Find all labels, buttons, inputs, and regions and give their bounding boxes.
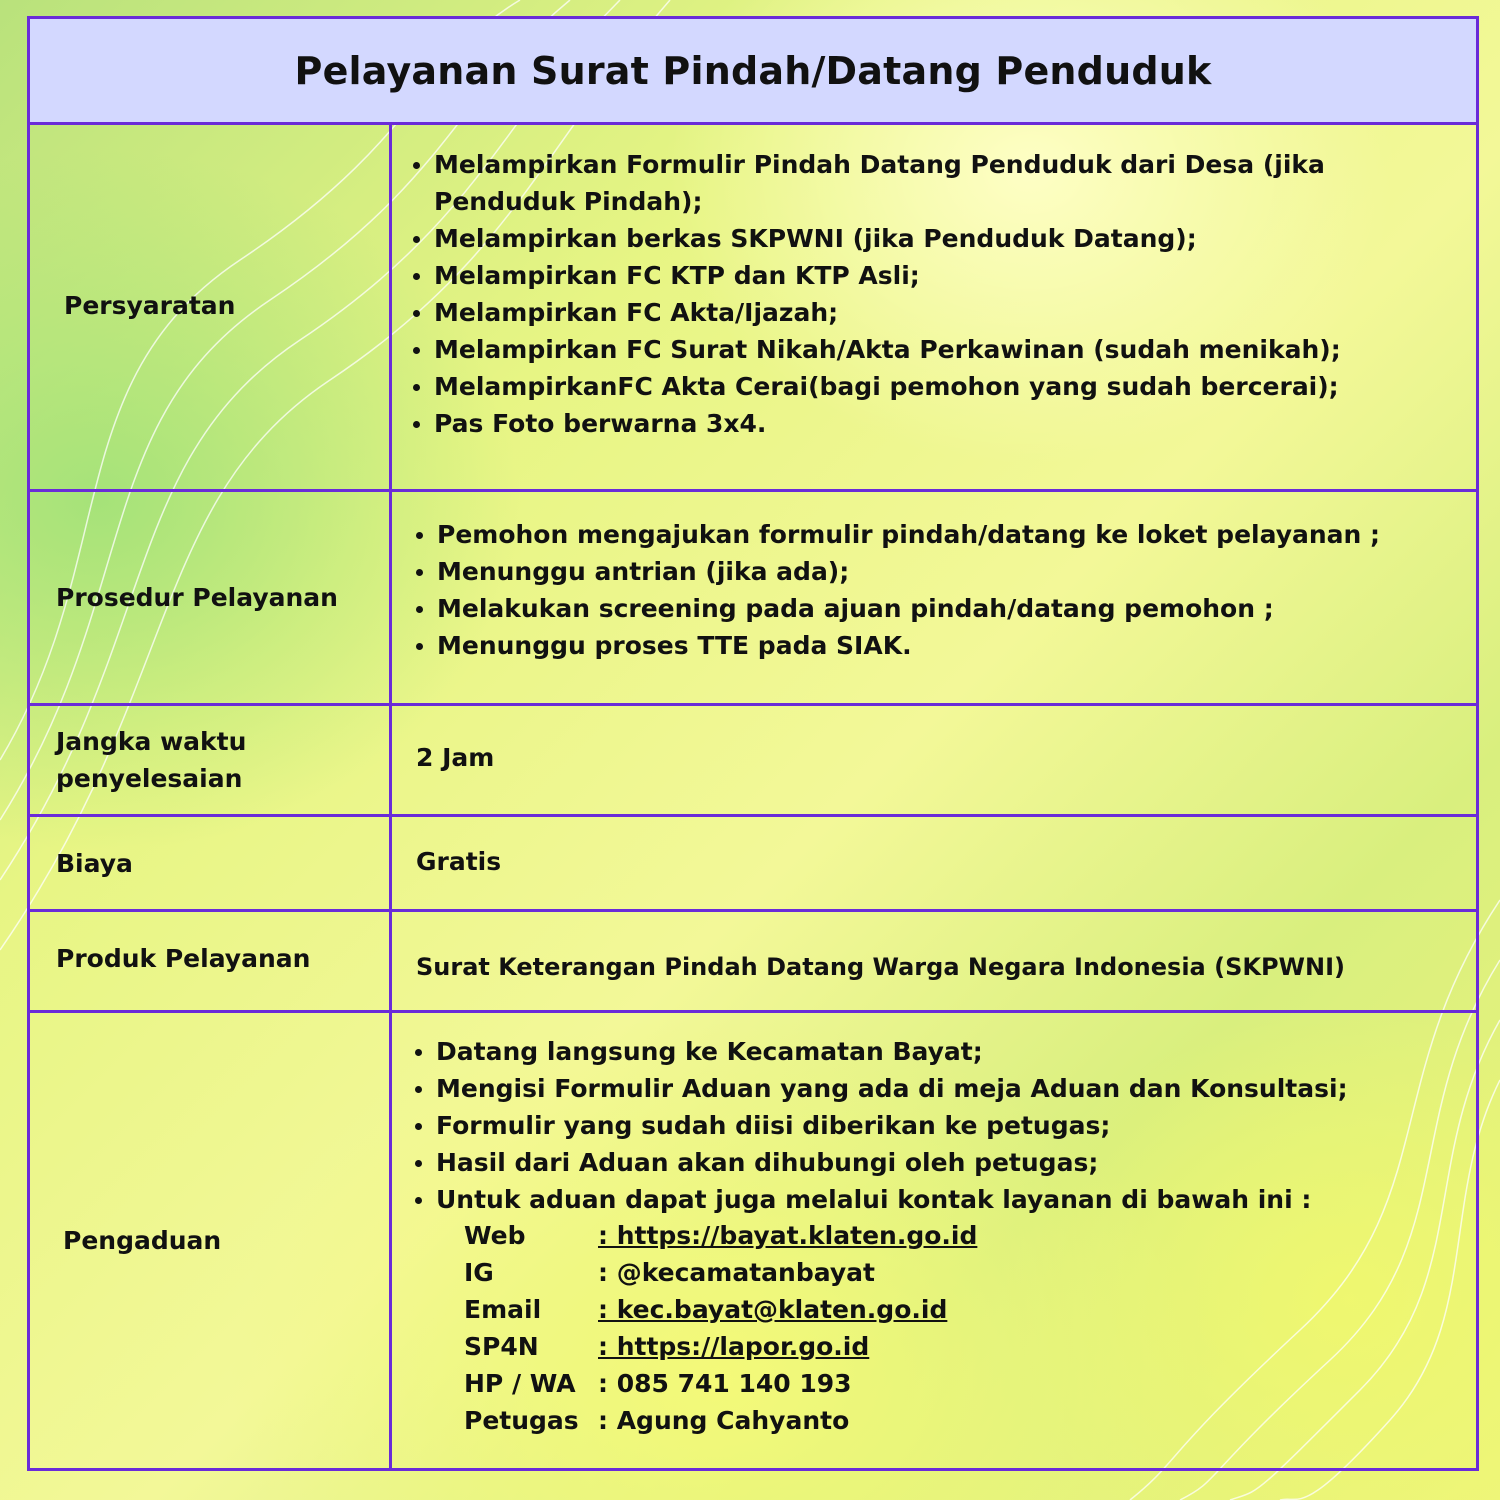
row-label-produk: Produk Pelayanan — [56, 944, 311, 973]
contact-row-petugas — [464, 1402, 977, 1439]
fee-value: Gratis — [416, 847, 502, 876]
requirements-list — [410, 146, 1456, 442]
list-item: Pemohon mengajukan formulir pindah/datang ke loket pelayanan ; — [413, 516, 1456, 553]
row-prosedur — [30, 492, 1476, 706]
contact-sp4n-link[interactable]: : https://lapor.go.id — [598, 1332, 870, 1361]
label-cell — [30, 492, 392, 703]
contact-email-link[interactable]: : kec.bayat@klaten.go.id — [598, 1295, 948, 1324]
contact-key: IG — [464, 1258, 494, 1287]
contact-list — [464, 1217, 977, 1439]
list-item: Hasil dari Aduan akan dihubungi oleh petugas; — [412, 1144, 1456, 1181]
row-label-prosedur: Prosedur Pelayanan — [56, 583, 338, 612]
content-cell — [392, 1013, 1476, 1468]
page-title: Pelayanan Surat Pindah/Datang Penduduk — [294, 48, 1212, 93]
row-produk — [30, 912, 1476, 1013]
label-line: Jangka waktu — [56, 727, 247, 756]
list-item: Melampirkan FC KTP dan KTP Asli; — [410, 257, 1456, 294]
row-jangka-waktu — [30, 706, 1476, 817]
list-item: Datang langsung ke Kecamatan Bayat; — [412, 1033, 1456, 1070]
list-item: Formulir yang sudah diisi diberikan ke petugas; — [412, 1107, 1456, 1144]
content-cell — [392, 492, 1476, 703]
list-item: Melampirkan berkas SKPWNI (jika Penduduk Datang); — [410, 220, 1456, 257]
list-item: Melampirkan Formulir Pindah Datang Penduduk dari Desa (jika Penduduk Pindah); — [410, 146, 1456, 220]
contact-key: Web — [464, 1221, 526, 1250]
list-item: Melampirkan FC Surat Nikah/Akta Perkawinan (sudah menikah); — [410, 331, 1456, 368]
contact-hp-value: : 085 741 140 193 — [598, 1369, 852, 1398]
service-info-table — [27, 16, 1479, 1471]
list-item: Menunggu proses TTE pada SIAK. — [413, 627, 1456, 664]
contact-row-email — [464, 1291, 977, 1328]
list-item: Melampirkan FC Akta/Ijazah; — [410, 294, 1456, 331]
contact-row-sp4n — [464, 1328, 977, 1365]
label-line: penyelesaian — [56, 764, 243, 793]
contact-key: Email — [464, 1295, 542, 1324]
content-cell — [392, 817, 1476, 909]
duration-value: 2 Jam — [416, 743, 495, 772]
label-cell — [30, 817, 392, 909]
label-cell — [30, 122, 392, 489]
list-item: Melakukan screening pada ajuan pindah/datang pemohon ; — [413, 590, 1456, 627]
list-item: MelampirkanFC Akta Cerai(bagi pemohon yang sudah bercerai); — [410, 368, 1456, 405]
complaint-list — [412, 1033, 1456, 1218]
contact-ig-value: : @kecamatanbayat — [598, 1258, 875, 1287]
row-biaya — [30, 817, 1476, 912]
list-item: Pas Foto berwarna 3x4. — [410, 405, 1456, 442]
contact-key: Petugas — [464, 1406, 579, 1435]
contact-row-ig — [464, 1254, 977, 1291]
title-bar — [30, 19, 1476, 125]
label-cell — [30, 1013, 392, 1468]
contact-key: HP / WA — [464, 1369, 576, 1398]
content-cell — [392, 706, 1476, 814]
contact-row-hp — [464, 1365, 977, 1402]
content-cell — [392, 122, 1476, 489]
row-label-persyaratan: Persyaratan — [64, 291, 236, 320]
row-persyaratan — [30, 122, 1476, 492]
row-label-jangka-waktu — [56, 723, 246, 797]
list-item: Untuk aduan dapat juga melalui kontak layanan di bawah ini : — [412, 1181, 1456, 1218]
contact-web-link[interactable]: : https://bayat.klaten.go.id — [598, 1221, 978, 1250]
list-item: Mengisi Formulir Aduan yang ada di meja Aduan dan Konsultasi; — [412, 1070, 1456, 1107]
procedure-list — [413, 516, 1456, 664]
list-item: Menunggu antrian (jika ada); — [413, 553, 1456, 590]
contact-petugas-value: : Agung Cahyanto — [598, 1406, 850, 1435]
row-label-pengaduan: Pengaduan — [63, 1226, 222, 1255]
product-value: Surat Keterangan Pindah Datang Warga Negara Indonesia (SKPWNI) — [416, 953, 1346, 981]
contact-key: SP4N — [464, 1332, 539, 1361]
contact-row-web — [464, 1217, 977, 1254]
row-pengaduan — [30, 1013, 1476, 1468]
label-cell — [30, 706, 392, 814]
label-cell — [30, 912, 392, 1010]
content-cell — [392, 912, 1476, 1010]
row-label-biaya: Biaya — [56, 848, 133, 878]
